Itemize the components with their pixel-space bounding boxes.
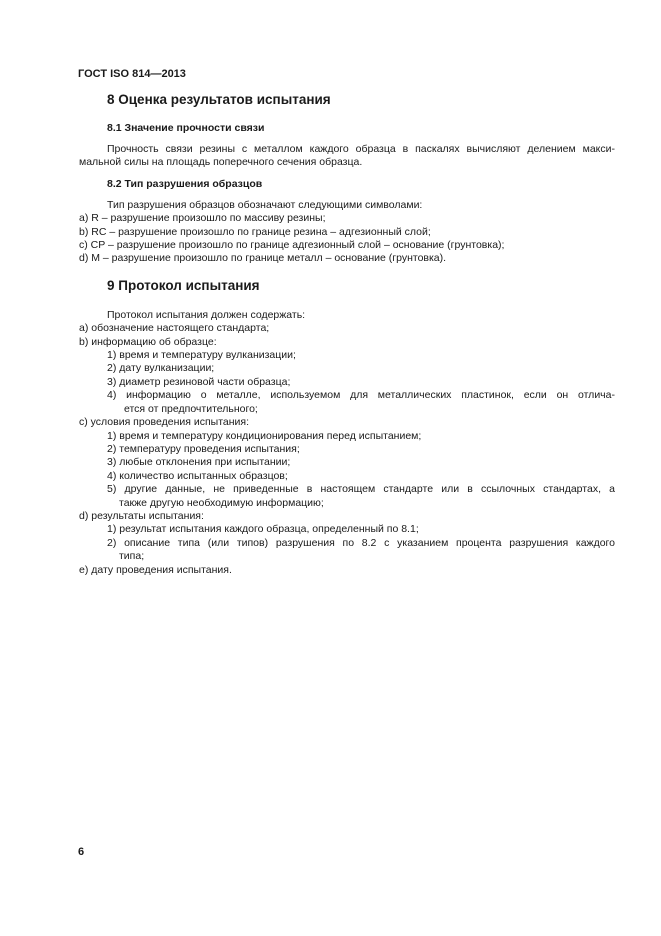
section-8-1-line-1: Прочность связи резины с металлом каждого образца в паскалях вычисляют делением макси- xyxy=(107,143,615,155)
report-subitem: 3) любые отклонения при испытании; xyxy=(107,456,291,469)
report-subitem: 4) информацию о металле, используемом для металлических пластинок, если он отлича- xyxy=(107,389,615,402)
report-subitem: 2) дату вулканизации; xyxy=(107,362,215,375)
report-subitem-continuation: также другую необходимую информацию; xyxy=(119,496,324,509)
report-item-b-label: b) информацию об образце: xyxy=(79,335,217,348)
report-subitem-continuation: ется от предпочтительного; xyxy=(124,402,258,415)
report-subitem: 1) время и температуру кондиционирования перед испытанием; xyxy=(107,429,422,442)
report-subitem: 5) другие данные, не приведенные в настоящем стандарте или в ссылочных стандартах, а xyxy=(107,483,615,496)
failure-type-item: d) M – разрушение произошло по границе металл – основание (грунтовка). xyxy=(79,252,447,265)
section-8-1-text xyxy=(79,143,615,170)
failure-type-list xyxy=(79,212,615,266)
section-9-body xyxy=(79,308,615,577)
report-subitem: 2) температуру проведения испытания; xyxy=(107,442,300,455)
report-item-b-sublist xyxy=(107,349,615,416)
report-item-c-label: c) условия проведения испытания: xyxy=(79,416,249,429)
section-8-2-body xyxy=(79,198,615,266)
report-subitem: 2) описание типа (или типов) разрушения по 8.2 с указанием процента разрушения каждого xyxy=(107,536,615,549)
section-8-2-title: 8.2 Тип разрушения образцов xyxy=(107,177,263,190)
report-item-a: a) обозначение настоящего стандарта; xyxy=(79,322,270,335)
section-9-title: 9 Протокол испытания xyxy=(107,277,260,293)
report-subitem-continuation: типа; xyxy=(119,550,145,563)
report-contents-list xyxy=(79,322,615,577)
section-8-2-intro: Тип разрушения образцов обозначают следующими символами: xyxy=(107,198,423,211)
failure-type-item: c) CP – разрушение произошло по границе адгезионный слой – основание (грунтовка); xyxy=(79,239,505,252)
failure-type-item: b) RC – разрушение произошло по границе резина – адгезионный слой; xyxy=(79,225,431,238)
failure-type-item: a) R – разрушение произошло по массиву резины; xyxy=(79,212,326,225)
report-item-c-sublist xyxy=(107,430,615,510)
page-content xyxy=(79,92,615,577)
section-8-1-line-2: мальной силы на площадь поперечного сечения образца. xyxy=(79,156,363,169)
report-item-d-label: d) результаты испытания: xyxy=(79,509,204,522)
report-subitem: 3) диаметр резиновой части образца; xyxy=(107,375,291,388)
report-subitem: 4) количество испытанных образцов; xyxy=(107,469,288,482)
report-subitem: 1) время и температуру вулканизации; xyxy=(107,349,296,362)
report-subitem: 1) результат испытания каждого образца, определенный по 8.1; xyxy=(107,523,419,536)
section-9-intro: Протокол испытания должен содержать: xyxy=(107,308,306,321)
document-header-id: ГОСТ ISO 814—2013 xyxy=(78,68,186,80)
section-8-1-title: 8.1 Значение прочности связи xyxy=(107,122,265,134)
section-8-title: 8 Оценка результатов испытания xyxy=(107,92,331,107)
report-item-d-sublist xyxy=(107,523,615,563)
report-item-e: e) дату проведения испытания. xyxy=(79,563,232,576)
page-number: 6 xyxy=(78,846,85,858)
